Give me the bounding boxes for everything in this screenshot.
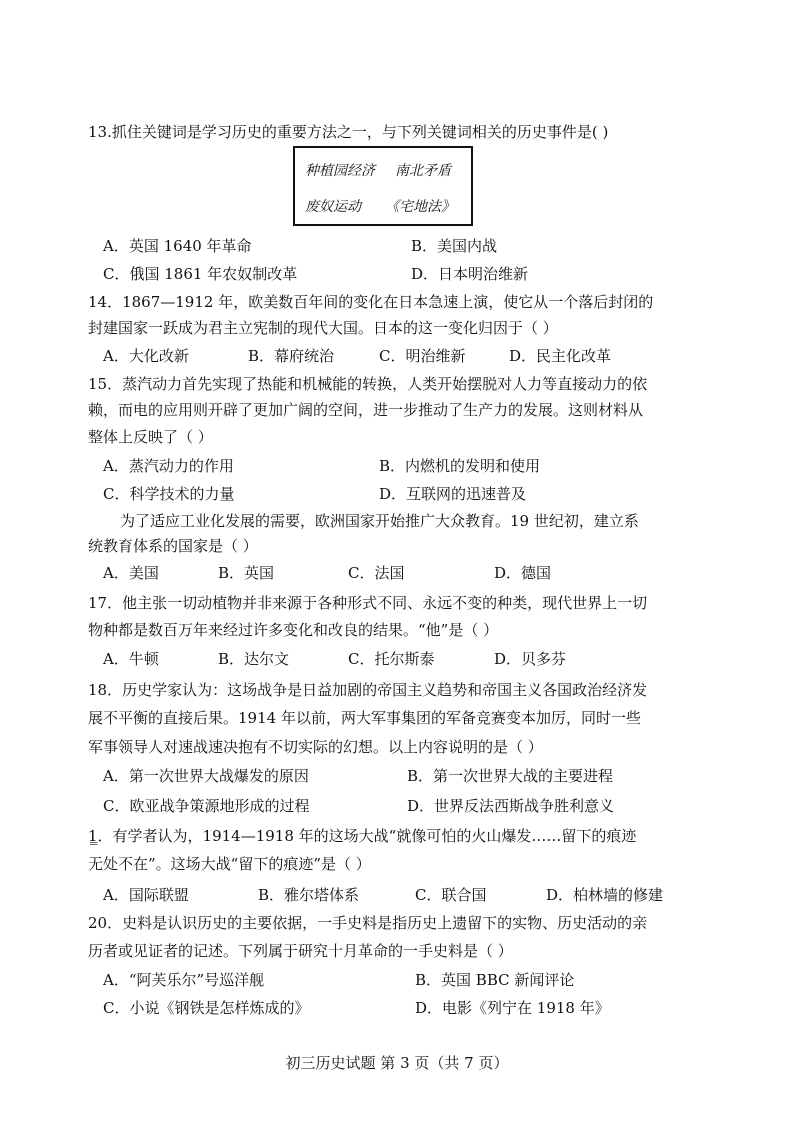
q18-option-a: A．第一次世界大战爆发的原因 [103,767,309,785]
q20-option-c: C．小说《钢铁是怎样炼成的》 [103,999,310,1017]
q18-stem-line: 展不平衡的直接后果。1914 年以前，两大军事集团的军备竞赛变本加厉，同时一些 [88,709,641,727]
q17-stem-line: 17．他主张一切动植物并非来源于各种形式不同、永远不变的种类，现代世界上一切 [88,594,648,612]
q17-option-a: A．牛顿 [103,650,159,668]
q18-option-c: C．欧亚战争策源地形成的过程 [103,797,310,815]
q13-option-d: D．日本明治维新 [411,265,529,283]
keyword-box [293,146,473,226]
q20-option-b: B．英国 BBC 新闻评论 [415,971,575,989]
q16-option-b: B．英国 [218,564,275,582]
q16-option-d: D．德国 [494,564,552,582]
q15-stem-line: 15．蒸汽动力首先实现了热能和机械能的转换，人类开始摆脱对人力等直接动力的依 [88,375,648,393]
q19-stem-line: 1̳．有学者认为，1914—1918 年的这场大战“就像可怕的火山爆发……留下的痕迹 [88,827,637,845]
q15-option-a: A．蒸汽动力的作用 [103,457,234,475]
q16-option-c: C．法国 [348,564,405,582]
q14-option-c: C．明治维新 [379,347,466,365]
q13-stem: 13.抓住关键词是学习历史的重要方法之一，与下列关键词相关的历史事件是( ) [88,123,609,141]
q14-stem-line: 14．1867—1912 年，欧美数百年间的变化在日本急速上演，使它从一个落后封闭的 [88,293,654,311]
q15-stem-line: 赖，而电的应用则开辟了更加广阔的空间，进一步推动了生产力的发展。这则材料从 [88,401,644,419]
q20-stem-line: 20．史料是认识历史的主要依据，一手史料是指历史上遗留下的实物、历史活动的亲 [88,914,648,932]
q14-option-a: A．大化改新 [103,347,189,365]
keyword: 南北矛盾 [395,163,451,179]
page-footer: 初三历史试题 第 3 页（共 7 页） [285,1054,509,1072]
q15-option-d: D．互联网的迅速普及 [379,485,527,503]
q20-option-a: A．“阿芙乐尔”号巡洋舰 [103,971,265,989]
q14-option-d: D．民主化改革 [509,347,612,365]
q17-option-b: B．达尔文 [218,650,290,668]
q13-option-c: C．俄国 1861 年农奴制改革 [103,265,298,283]
q16-option-a: A．美国 [103,564,159,582]
q13-option-a: A．英国 1640 年革命 [103,237,252,255]
q14-stem-line: 封建国家一跃成为君主立宪制的现代大国。日本的这一变化归因于（ ） [88,319,558,337]
q20-option-d: D．电影《列宁在 1918 年》 [415,999,610,1017]
q17-option-c: C．托尔斯泰 [348,650,435,668]
q13-option-b: B．美国内战 [411,237,498,255]
q19-option-c: C．联合国 [415,886,487,904]
q15-stem-line: 整体上反映了（ ） [88,428,213,446]
q20-stem-line: 历者或见证者的记述。下列属于研究十月革命的一手史料是（ ） [88,942,513,960]
q18-option-b: B．第一次世界大战的主要进程 [407,767,614,785]
q17-stem-line: 物种都是数百万年来经过许多变化和改良的结果。“他”是（ ） [88,621,499,639]
q18-stem-line: 18．历史学家认为：这场战争是日益加剧的帝国主义趋势和帝国主义各国政治经济发 [88,681,648,699]
q19-option-a: A．国际联盟 [103,886,189,904]
keyword: 废奴运动 [305,199,361,215]
q15-option-c: C．科学技术的力量 [103,485,235,503]
q19-option-b: B．雅尔塔体系 [258,886,360,904]
q19-option-d: D．柏林墙的修建 [546,886,664,904]
q14-option-b: B．幕府统治 [248,347,335,365]
q17-option-d: D．贝多芬 [494,650,567,668]
keyword: 种植园经济 [305,163,375,179]
q15-option-b: B．内燃机的发明和使用 [379,457,541,475]
keyword: 《宅地法》 [385,199,455,215]
q16-stem-line: 统教育体系的国家是（ ） [88,537,258,555]
q18-option-d: D．世界反法西斯战争胜利意义 [407,797,615,815]
q16-stem-line: 为了适应工业化发展的需要，欧洲国家开始推广大众教育。19 世纪初，建立系 [120,512,639,530]
q18-stem-line: 军事领导人对速战速决抱有不切实际的幻想。以上内容说明的是（ ） [88,738,543,756]
q19-stem-line: 无处不在”。这场大战“留下的痕迹”是（ ） [88,855,371,873]
